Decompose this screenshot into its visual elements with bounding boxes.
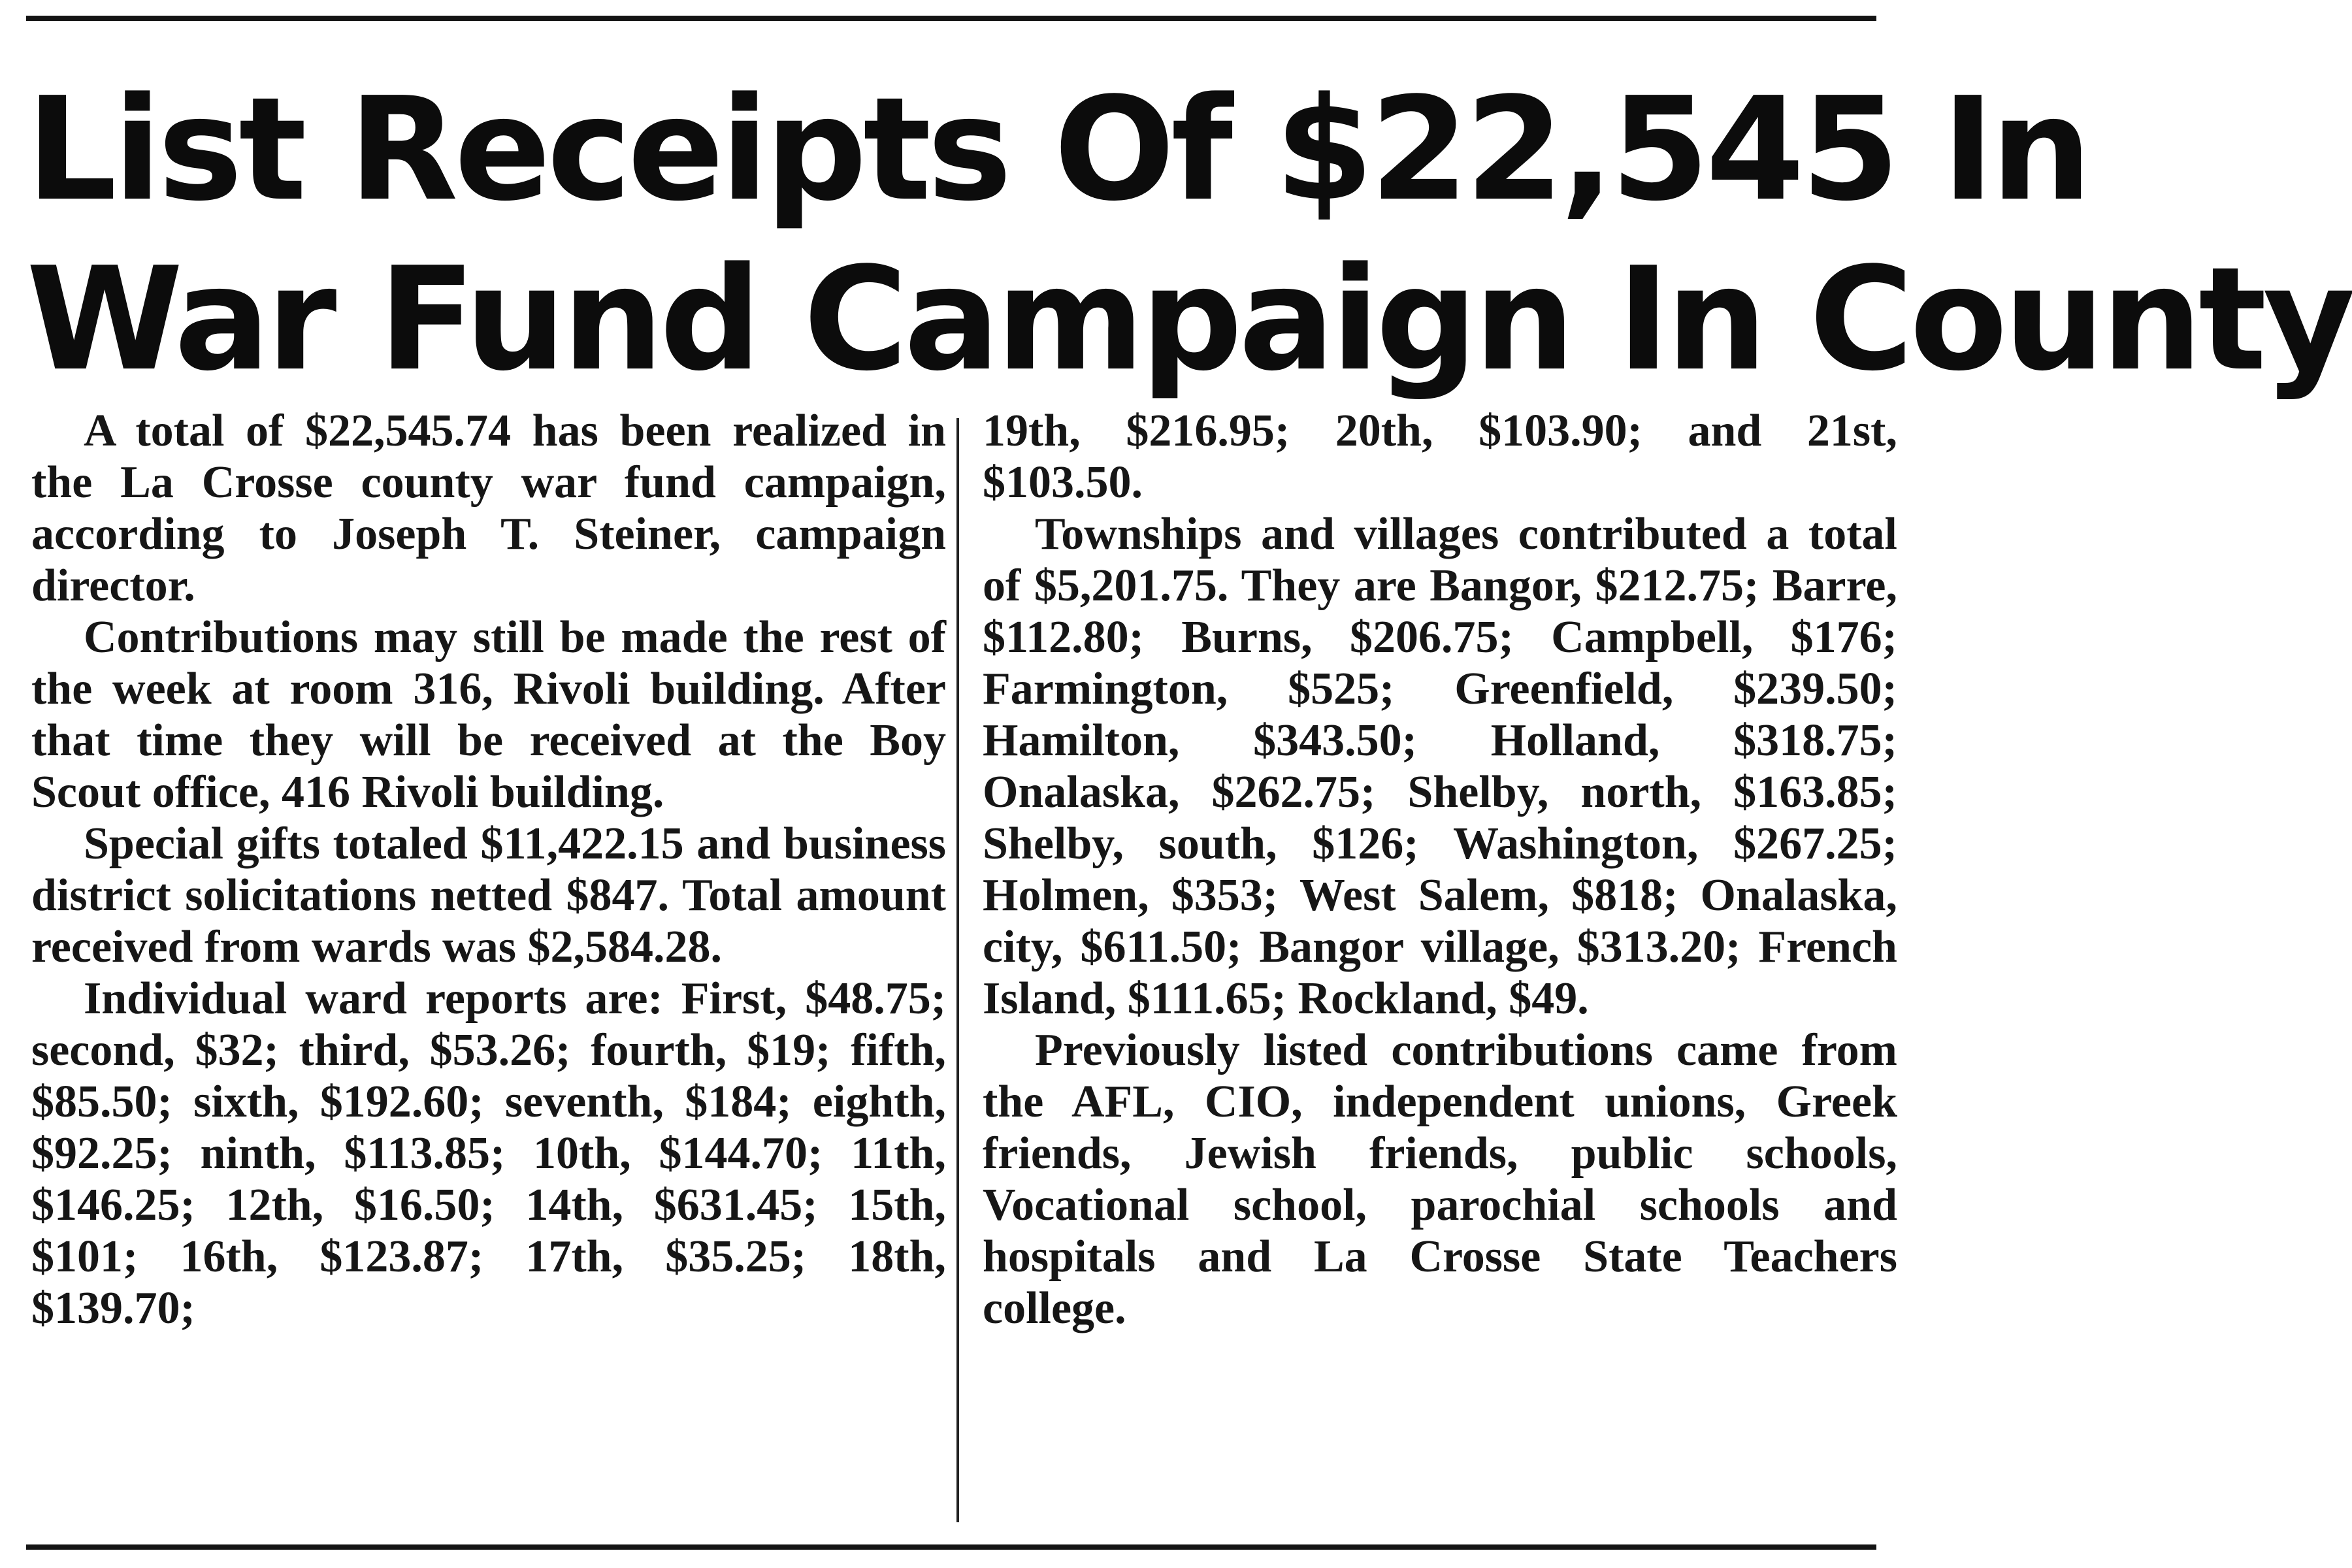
headline-line-2: War Fund Campaign In County [26, 237, 2352, 402]
paragraph-special-gifts: Special gifts totaled $11,422.15 and business district solicitations netted $847. Total amount received from wards was $2,584.28. [31, 819, 946, 972]
paragraph-contributions: Contributions may still be made the rest of the week at room 316, Rivoli building. After that time they will be received at the Boy Scout office, 416 Rivoli building. [31, 612, 946, 817]
right-column [983, 405, 1897, 1334]
top-rule [26, 16, 1876, 21]
paragraph-previous-contributions: Previously listed contributions came from the AFL, CIO, independent unions, Greek friends, Jewish friends, public schools, Vocational school, parochial schools and hospitals and La Crosse State Teachers college. [983, 1025, 1897, 1333]
bottom-rule [26, 1544, 1876, 1550]
headline [26, 65, 2352, 405]
paragraph-townships: Townships and villages contributed a total of $5,201.75. They are Bangor, $212.75; Barre, $112.80; Burns, $206.75; Campbell, $176; Farmington, $525; Greenfield, $239.50; Hamilton, $343.50; Holland, $318.75; Onalaska, $262.75; Shelby, north, $163.85; Shelby, south, $126; Washington, $267.25; Holmen, $353; West Salem, $818; Onalaska, city, $611.50; Bangor village, $313.20; French Island, $111.65; Rockland, $49. [983, 509, 1897, 1024]
headline-line-1: List Receipts Of $22,545 In [26, 67, 2089, 233]
left-column [31, 405, 946, 1334]
column-divider [956, 418, 959, 1522]
paragraph-ward-reports: Individual ward reports are: First, $48.75; second, $32; third, $53.26; fourth, $19; fifth, $85.50; sixth, $192.60; seventh, $184; eighth, $92.25; ninth, $113.85; 10th, $144.70; 11th, $146.25; 12th, $16.50; 14th, $631.45; 15th, $101; 16th, $123.87; 17th, $35.25; 18th, $139.70; [31, 973, 946, 1333]
paragraph-ward-reports-continued: 19th, $216.95; 20th, $103.90; and 21st, $103.50. [983, 406, 1897, 508]
paragraph-total: A total of $22,545.74 has been realized in the La Crosse county war fund campaign, according to Joseph T. Steiner, campaign director. [31, 406, 946, 611]
